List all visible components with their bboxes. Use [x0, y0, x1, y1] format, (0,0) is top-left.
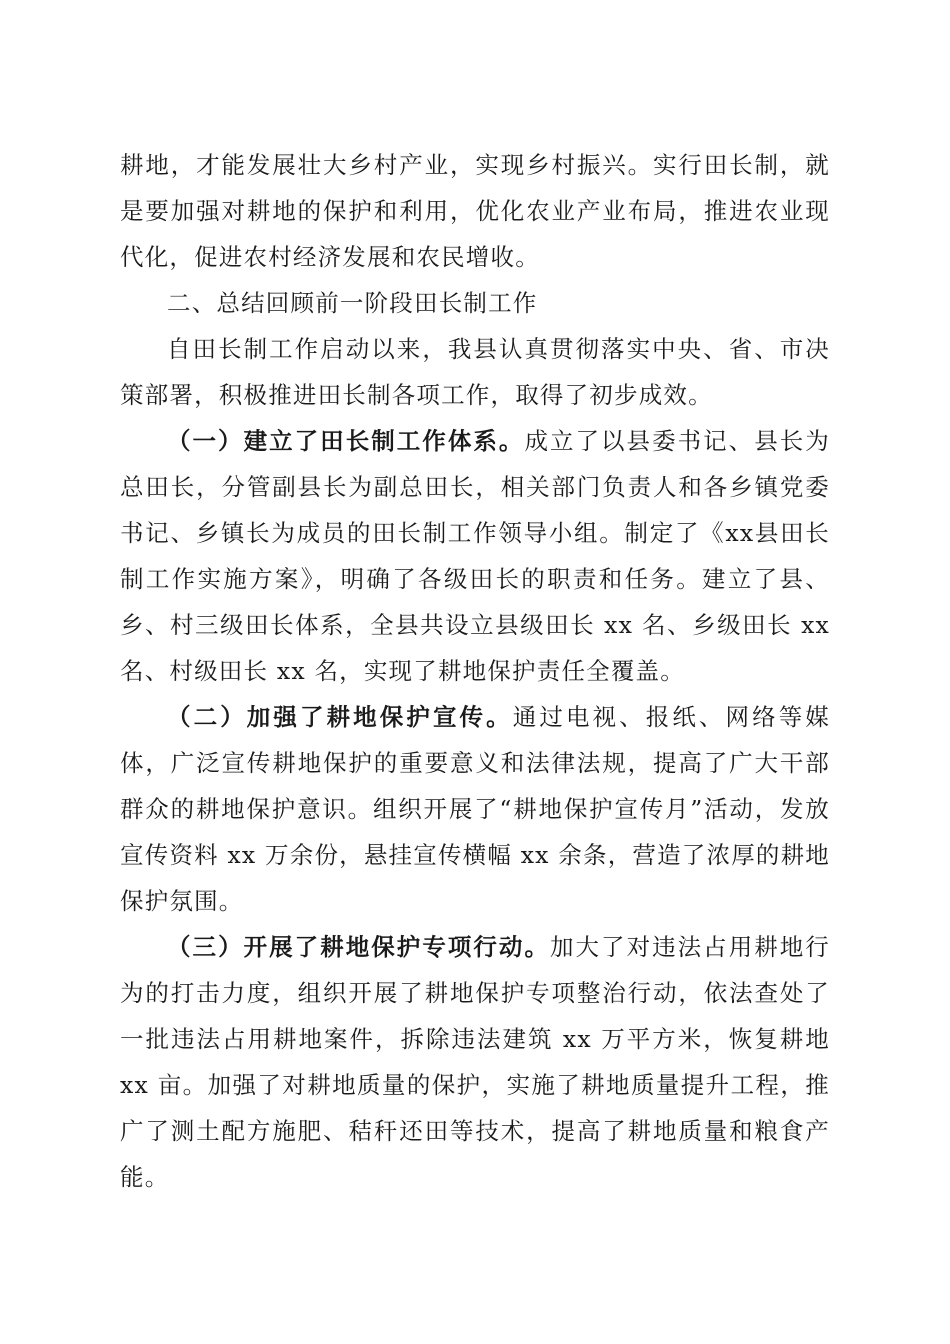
item-2-title: （二）加强了耕地保护宣传。 — [167, 703, 513, 731]
item-3-body: 加大了对违法占用耕地行为的打击力度，组织开展了耕地保护专项整治行动，依法查处了一批违法占用耕地案件，拆除违法建筑 xx 万平方米，恢复耕地 xx 亩。加强了对耕地质量的保护，实施了耕地质量提升工程，推广了测土配方施肥、秸秆还田等技术，提高了耕地质量和粮食产能。 — [120, 933, 831, 1191]
section-2-heading: 二、总结回顾前一阶段田长制工作 — [167, 289, 538, 317]
item-2-body: 通过电视、报纸、网络等媒体，广泛宣传耕地保护的重要意义和法律法规，提高了广大干部群众的耕地保护意识。组织开展了“耕地保护宣传月”活动，发放宣传资料 xx 万余份，悬挂宣传横幅 xx 余条，营造了浓厚的耕地保护氛围。 — [120, 703, 830, 915]
item-2-paragraph — [120, 694, 830, 924]
item-3-title: （三）开展了耕地保护专项行动。 — [167, 933, 550, 961]
item-3-paragraph — [120, 924, 830, 1200]
section-2-intro-paragraph: 自田长制工作启动以来，我县认真贯彻落实中央、省、市决策部署，积极推进田长制各项工作，取得了初步成效。 — [120, 335, 830, 409]
document-page — [120, 142, 830, 1200]
item-1-body: 成立了以县委书记、县长为总田长，分管副县长为副总田长，相关部门负责人和各乡镇党委书记、乡镇长为成员的田长制工作领导小组。制定了《xx县田长制工作实施方案》，明确了各级田长的职责和任务。建立了县、乡、村三级田长体系，全县共设立县级田长 xx 名、乡级田长 xx 名、村级田长 xx 名，实现了耕地保护责任全覆盖。 — [120, 427, 830, 685]
item-1-title: （一）建立了田长制工作体系。 — [167, 427, 525, 455]
intro-continuation-paragraph: 耕地，才能发展壮大乡村产业，实现乡村振兴。实行田长制，就是要加强对耕地的保护和利用，优化农业产业布局，推进农业现代化，促进农村经济发展和农民增收。 — [120, 151, 830, 271]
item-1-paragraph — [120, 418, 830, 694]
